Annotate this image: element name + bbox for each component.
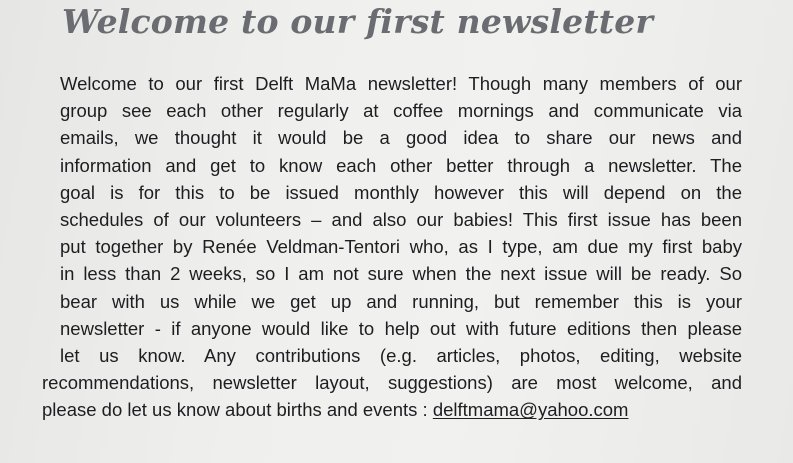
body-line: information and get to know each other better through a newsletter. The (60, 154, 742, 176)
body-line-last-text: please do let us know about births and events : (42, 399, 433, 421)
newsletter-body (42, 70, 742, 423)
body-line: Welcome to our first Delft MaMa newsletter! Though many members of our (60, 73, 742, 94)
body-line: group see each other regularly at coffee mornings and communicate via (60, 100, 742, 122)
body-line: bear with us while we get up and running, but remember this is your (60, 290, 742, 312)
body-line: in less than 2 weeks, so I am not sure when the next issue will be ready. So (60, 263, 742, 285)
body-line: let us know. Any contributions (e.g. articles, photos, editing, website (60, 344, 742, 366)
body-line: schedules of our volunteers – and also our babies! This first issue has been (60, 208, 742, 230)
body-line: put together by Renée Veldman-Tentori who, as I type, am due my first baby (60, 236, 742, 258)
body-line-last (42, 396, 742, 423)
body-line: recommendations, newsletter layout, suggestions) are most welcome, and (42, 372, 742, 394)
body-line: newsletter - if anyone would like to help out with future editions then please (60, 317, 742, 339)
body-line: emails, we thought it would be a good idea to share our news and (60, 127, 742, 149)
newsletter-title: Welcome to our first newsletter (62, 2, 654, 41)
body-line: goal is for this to be issued monthly however this will depend on the (60, 181, 742, 203)
contact-email-link[interactable]: delftmama@yahoo.com (432, 399, 629, 421)
